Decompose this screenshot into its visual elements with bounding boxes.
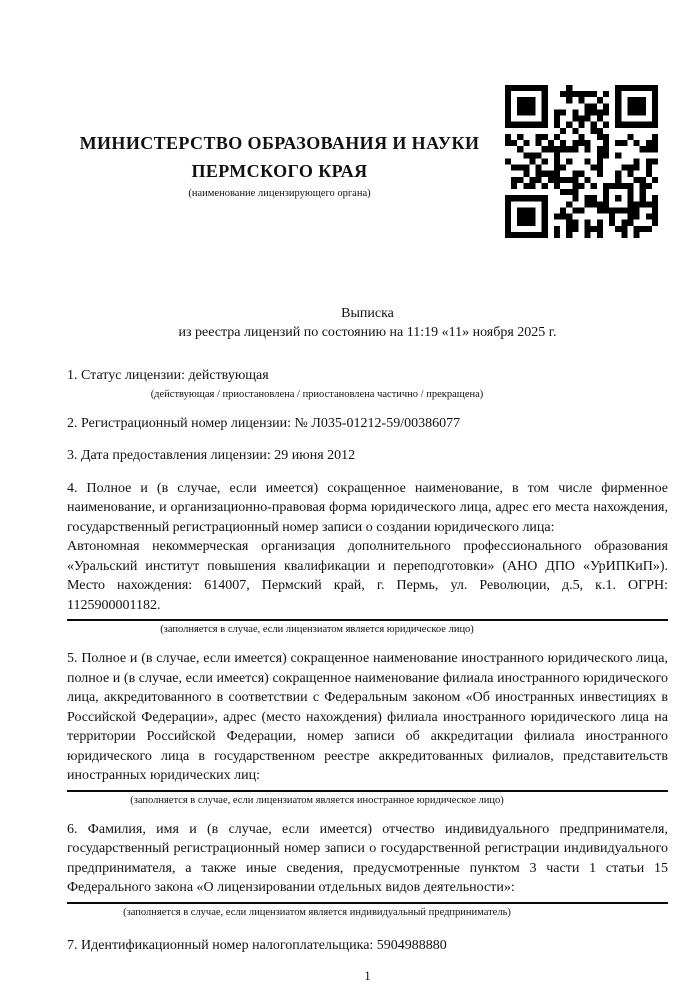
document-title bbox=[67, 304, 668, 342]
fill-in-rule bbox=[67, 790, 668, 792]
item-foreign-entity-caption: (заполняется в случае, если лицензиатом является иностранное юридическое лицо) bbox=[130, 794, 504, 806]
qr-code-icon bbox=[505, 85, 658, 238]
item-legal-entity-value: Автономная некоммерческая организация дополнительного профессионального образования «Уральский институт повышения квалификации и переподготовки» (АНО ДПО «УрИПКиП»). Место нахождения: 614007, Пермский край, г. Пермь, ул. Революции, д.5, к.1. ОГРН: 1125900001182. bbox=[67, 539, 668, 613]
licensing-authority-block bbox=[67, 129, 492, 200]
item-registration-number-text: 2. Регистрационный номер лицензии: № Л035-01212-59/00386077 bbox=[67, 415, 461, 431]
license-details bbox=[67, 366, 668, 955]
item-legal-entity-caption: (заполняется в случае, если лицензиатом является юридическое лицо) bbox=[160, 624, 474, 635]
page-footer bbox=[67, 968, 668, 984]
ministry-name-line2: ПЕРМСКОГО КРАЯ bbox=[191, 161, 368, 181]
item-taxpayer-number-text: 7. Идентификационный номер налогоплательщика: 5904988880 bbox=[67, 937, 447, 953]
page-number: 1 bbox=[364, 968, 371, 983]
ministry-name-line1: МИНИСТЕРСТВО ОБРАЗОВАНИЯ И НАУКИ bbox=[79, 133, 480, 153]
item-license-status bbox=[67, 366, 668, 401]
item-legal-entity bbox=[67, 479, 668, 637]
document-title-line2: из реестра лицензий по состоянию на 11:19 «11» ноября 2025 г. bbox=[178, 325, 557, 340]
ministry-caption: (наименование лицензирующего органа) bbox=[188, 188, 371, 199]
fill-in-rule bbox=[67, 902, 668, 904]
item-foreign-entity-text: 5. Полное и (в случае, если имеется) сокращенное наименование иностранного юридического лица, полное и (в случае, если имеется) сокращенное наименование филиала иностранного юридического лица, аккредитованного в соответствии с Федеральным законом «Об иностранных инвестициях в Российской Федерации», адрес (место нахождения) филиала иностранного юридического лица на территории Российской Федерации, номер записи об аккредитации филиала иностранного юридического лица в государственном реестре аккредитованных филиалов, представительств иностранных юридических лиц: bbox=[67, 651, 668, 783]
item-grant-date bbox=[67, 446, 668, 466]
item-license-status-caption: (действующая / приостановлена / приостановлена частично / прекращена) bbox=[150, 388, 484, 400]
document-title-line1: Выписка bbox=[341, 306, 394, 321]
item-individual-entrepreneur-caption: (заполняется в случае, если лицензиатом является индивидуальный предприниматель) bbox=[123, 906, 511, 918]
item-taxpayer-number bbox=[67, 936, 668, 956]
item-individual-entrepreneur-text: 6. Фамилия, имя и (в случае, если имеется) отчество индивидуального предпринимателя, государственный регистрационный номер записи о государственной регистрации индивидуального предпринимателя, а также иные сведения, предусмотренные пунктом 3 части 1 статьи 15 Федерального закона «О лицензировании отдельных видов деятельности»: bbox=[67, 821, 668, 895]
item-registration-number bbox=[67, 414, 668, 434]
item-license-status-text: 1. Статус лицензии: действующая bbox=[67, 368, 269, 383]
item-individual-entrepreneur bbox=[67, 820, 668, 919]
item-foreign-entity bbox=[67, 649, 668, 807]
document-header bbox=[67, 0, 668, 304]
item-legal-entity-text: 4. Полное и (в случае, если имеется) сокращенное наименование, в том числе фирменное наименование, и организационно-правовая форма юридического лица, адрес его места нахождения, государственный регистрационный номер записи о создании юридического лица: bbox=[67, 480, 668, 535]
fill-in-rule bbox=[67, 619, 668, 621]
item-grant-date-text: 3. Дата предоставления лицензии: 29 июня 2012 bbox=[67, 448, 356, 463]
ministry-name bbox=[67, 129, 492, 185]
